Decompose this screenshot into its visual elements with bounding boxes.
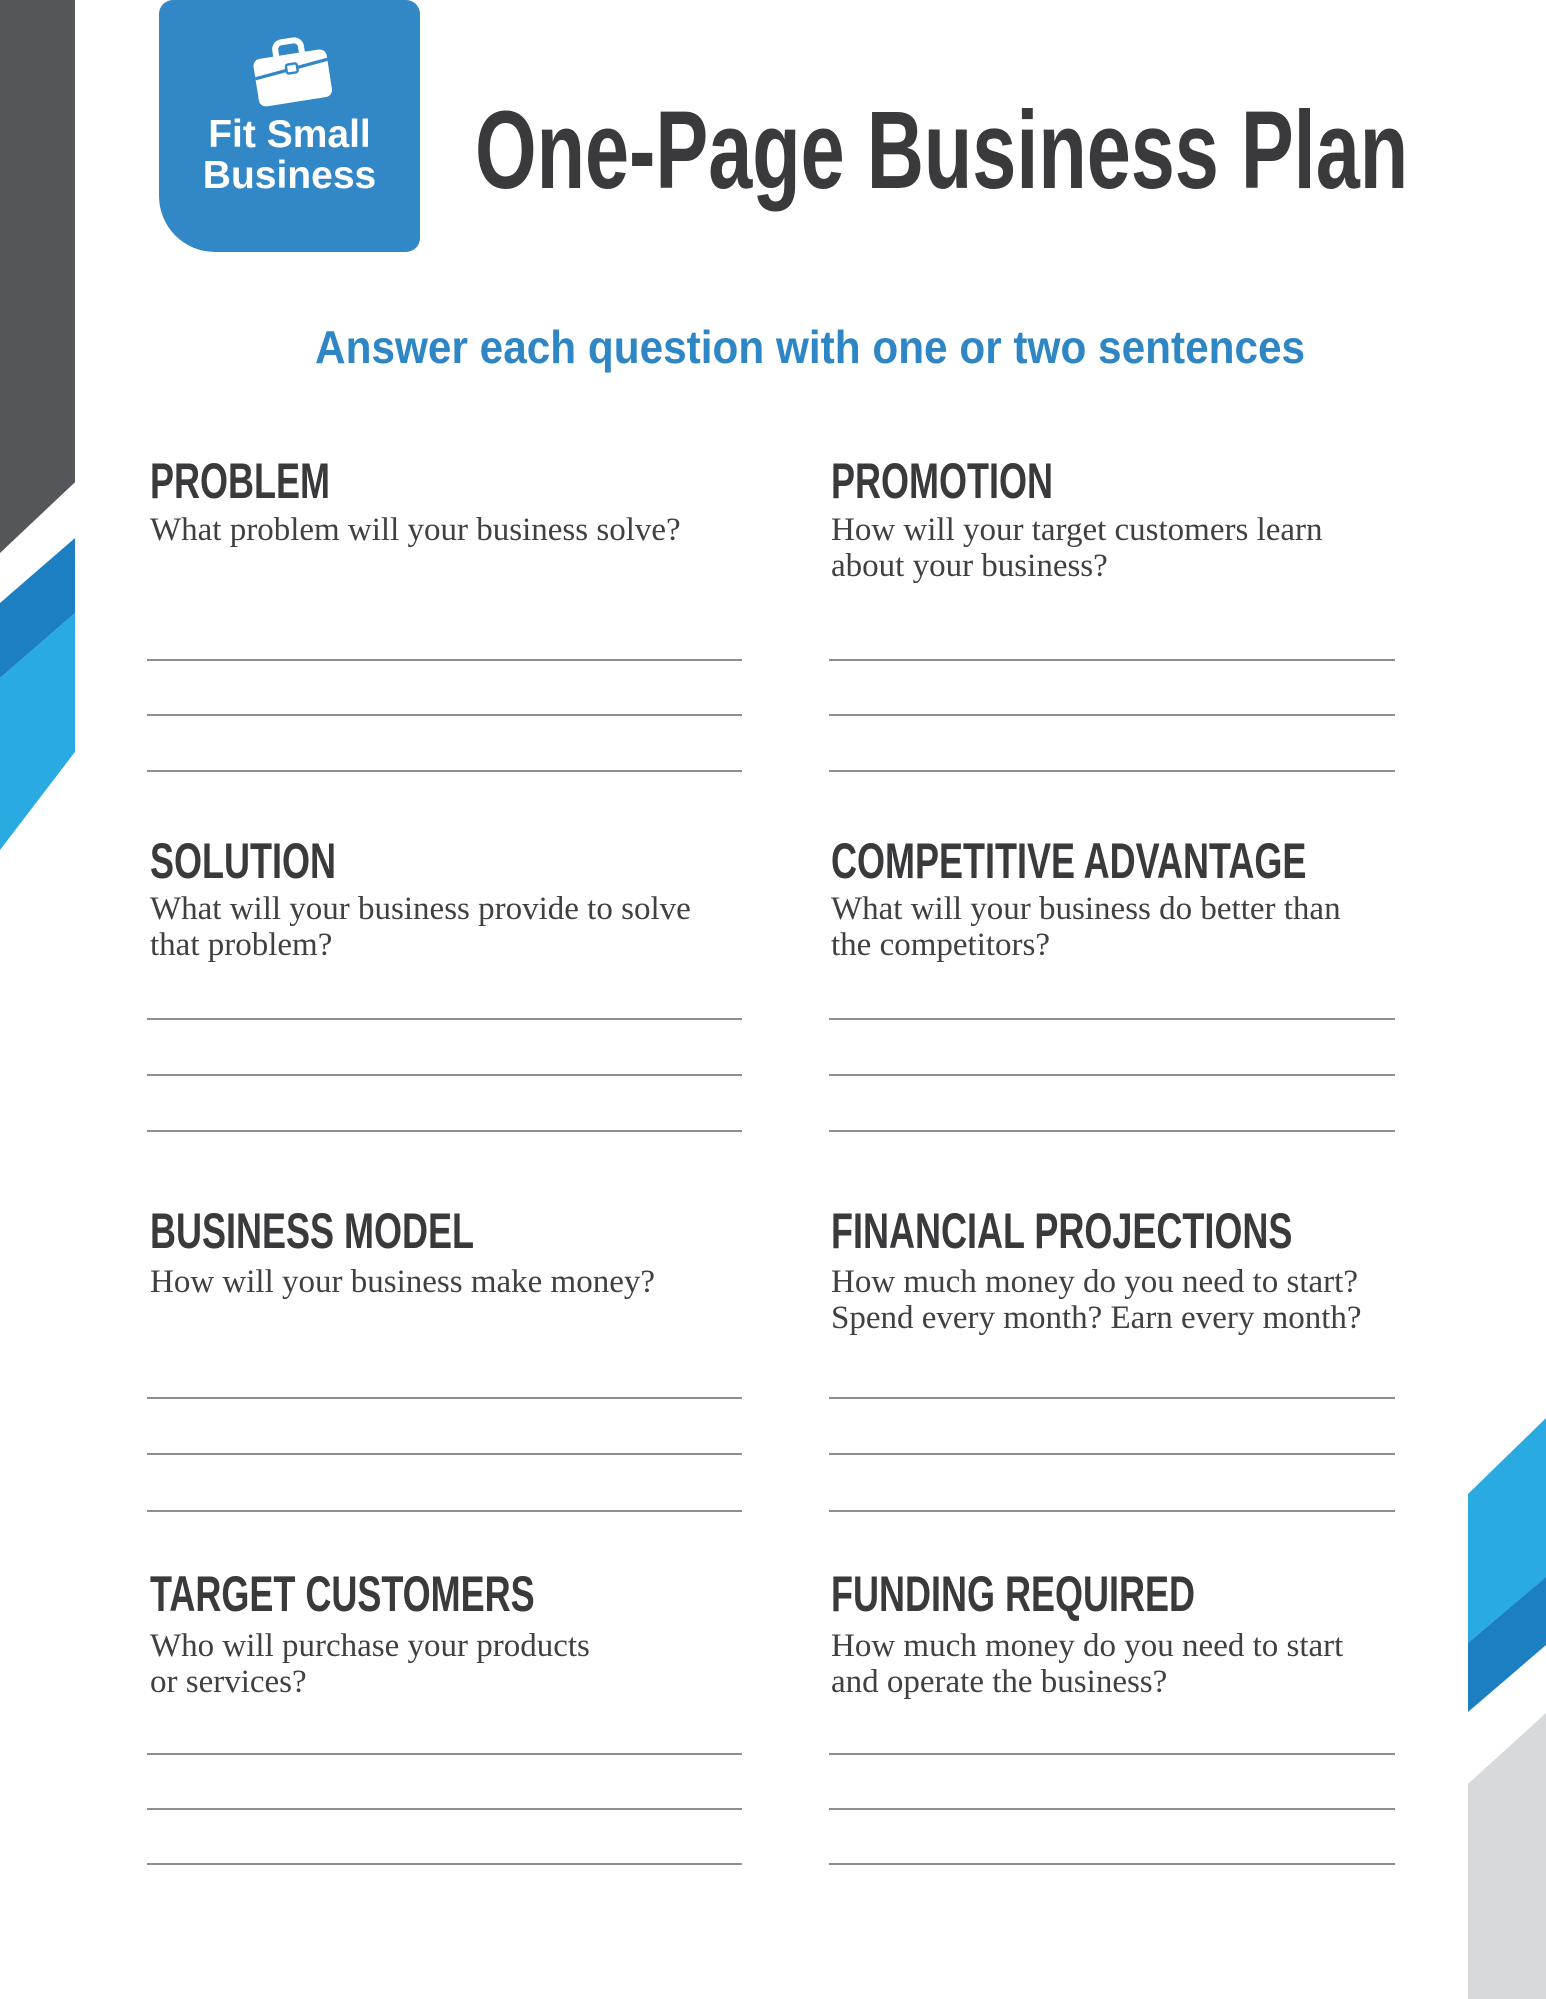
answer-line[interactable]	[147, 1753, 742, 1755]
section-question-financial-projections: How much money do you need to start? Spend every month? Earn every month?	[831, 1264, 1362, 1336]
answer-line[interactable]	[147, 714, 742, 716]
answer-line[interactable]	[829, 1397, 1395, 1399]
section-question-solution: What will your business provide to solve that problem?	[150, 891, 691, 963]
section-question-promotion: How will your target customers learn about your business?	[831, 512, 1323, 584]
section-question-business-model: How will your business make money?	[150, 1264, 656, 1300]
logo-text-line1: Fit Small	[208, 113, 371, 156]
answer-line[interactable]	[829, 770, 1395, 772]
section-heading-promotion: PROMOTION	[831, 453, 1053, 509]
answer-line[interactable]	[829, 1453, 1395, 1455]
answer-line[interactable]	[829, 1753, 1395, 1755]
answer-line[interactable]	[829, 714, 1395, 716]
answer-line[interactable]	[829, 1018, 1395, 1020]
section-question-target-customers: Who will purchase your products or services?	[150, 1628, 590, 1700]
section-question-competitive-advantage: What will your business do better than the competitors?	[831, 891, 1341, 963]
answer-line[interactable]	[147, 1453, 742, 1455]
answer-line[interactable]	[147, 1397, 742, 1399]
section-heading-business-model: BUSINESS MODEL	[150, 1203, 475, 1259]
section-question-funding-required: How much money do you need to start and operate the business?	[831, 1628, 1344, 1700]
answer-line[interactable]	[147, 1510, 742, 1512]
section-heading-funding-required: FUNDING REQUIRED	[831, 1566, 1196, 1622]
answer-line[interactable]	[829, 1808, 1395, 1810]
page-subtitle: Answer each question with one or two sentences	[315, 321, 1306, 373]
logo-text-line2: Business	[202, 154, 377, 197]
answer-line[interactable]	[147, 1130, 742, 1132]
answer-line[interactable]	[829, 1074, 1395, 1076]
answer-line[interactable]	[147, 1863, 742, 1865]
answer-line[interactable]	[147, 1074, 742, 1076]
page-title: One-Page Business Plan	[475, 89, 1409, 212]
section-heading-problem: PROBLEM	[150, 453, 330, 509]
logo-text	[159, 114, 420, 196]
answer-line[interactable]	[829, 659, 1395, 661]
answer-line[interactable]	[829, 1510, 1395, 1512]
answer-line[interactable]	[147, 1018, 742, 1020]
answer-line[interactable]	[147, 659, 742, 661]
answer-line[interactable]	[147, 770, 742, 772]
answer-line[interactable]	[147, 1808, 742, 1810]
section-question-problem: What problem will your business solve?	[150, 512, 681, 548]
section-heading-competitive-advantage: COMPETITIVE ADVANTAGE	[831, 833, 1307, 889]
left-charcoal-stripe	[0, 0, 75, 553]
section-heading-financial-projections: FINANCIAL PROJECTIONS	[831, 1203, 1293, 1259]
section-heading-target-customers: TARGET CUSTOMERS	[150, 1566, 535, 1622]
section-heading-solution: SOLUTION	[150, 833, 336, 889]
answer-line[interactable]	[829, 1863, 1395, 1865]
briefcase-icon	[246, 36, 338, 110]
bottom-right-gray-corner	[1468, 1713, 1546, 1999]
answer-line[interactable]	[829, 1130, 1395, 1132]
